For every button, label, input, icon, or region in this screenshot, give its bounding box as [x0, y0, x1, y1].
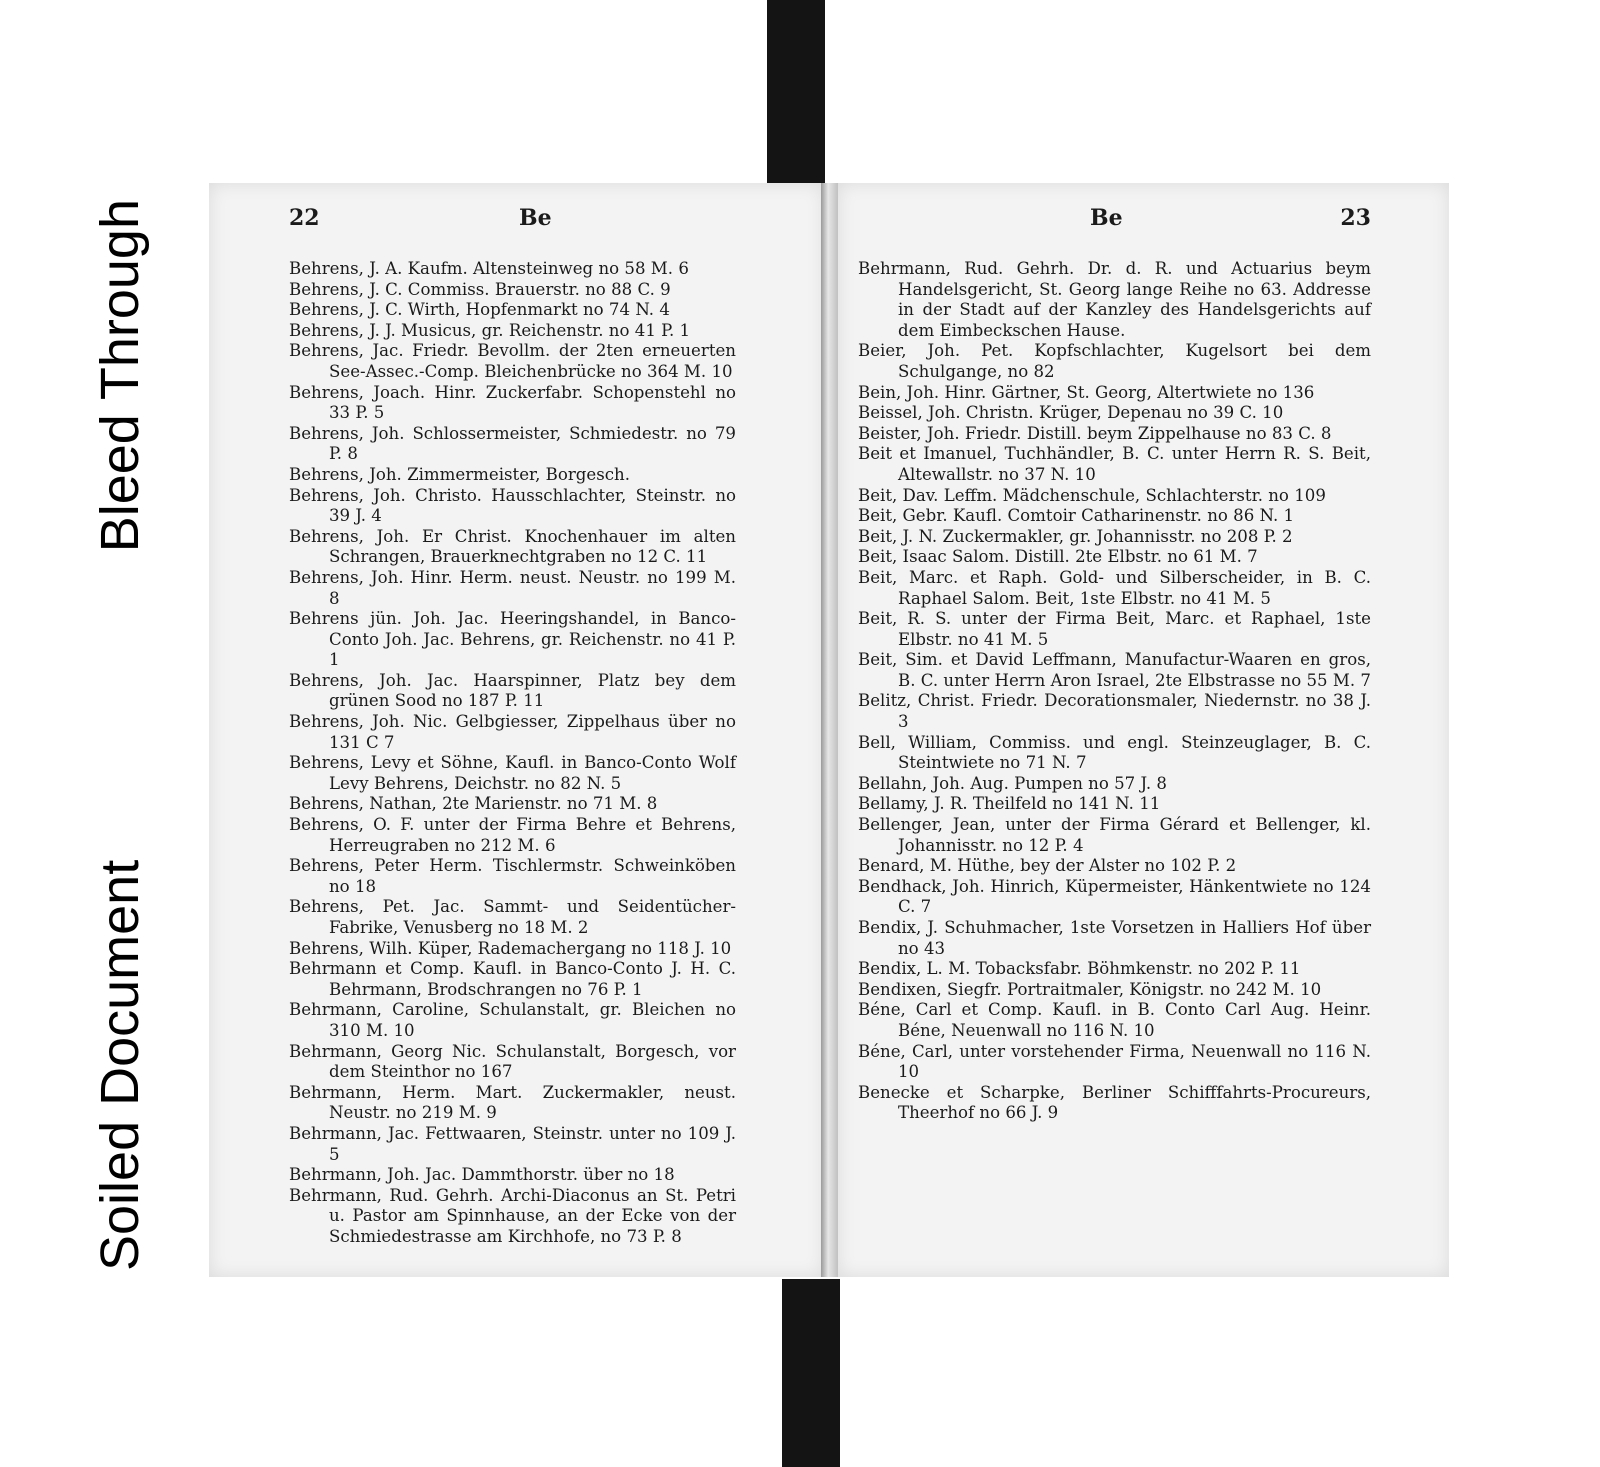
- directory-entry: Beissel, Joh. Christn. Krüger, Depenau no 39 C. 10: [858, 403, 1284, 423]
- directory-entry: Bellahn, Joh. Aug. Pumpen no 57 J. 8: [858, 773, 1167, 793]
- directory-entry: Benard, M. Hüthe, bey der Alster no 102 P. 2: [858, 856, 1237, 876]
- directory-entry: Belitz, Christ. Friedr. Decorationsmaler, Niedernstr. no 38 J. 3: [858, 691, 1371, 732]
- directory-entry: Behrens, Wilh. Küper, Rademachergang no 118 J. 10: [289, 938, 732, 958]
- directory-entry: Behrens, Joh. Nic. Gelbgiesser, Zippelhaus über no 131 C 7: [289, 712, 736, 752]
- directory-entry: Béne, Carl et Comp. Kaufl. in B. Conto Carl Aug. Heinr. Béne, Neuenwall no 116 N. 10: [858, 1000, 1371, 1040]
- directory-entry: Behrens, Joh. Zimmermeister, Borgesch.: [289, 464, 630, 484]
- directory-entry: Behrens, J. C. Commiss. Brauerstr. no 88 C. 9: [289, 279, 671, 299]
- directory-entry: Bellamy, J. R. Theilfeld no 141 N. 11: [858, 794, 1161, 814]
- left-page: [209, 183, 824, 1277]
- directory-entry: Behrmann, Georg Nic. Schulanstalt, Borgesch, vor dem Steinthor no 167: [289, 1041, 736, 1082]
- directory-entry: Behrens, J. C. Wirth, Hopfenmarkt no 74 N. 4: [289, 300, 670, 320]
- directory-entry: Bell, William, Commiss. und engl. Steinzeuglager, B. C. Steintwiete no 71 N. 7: [858, 732, 1371, 773]
- right-page-letters: Be: [1090, 205, 1123, 231]
- directory-entry: Beit, Isaac Salom. Distill. 2te Elbstr. no 61 M. 7: [858, 547, 1258, 567]
- directory-entry: Behrens, Nathan, 2te Marienstr. no 71 M. 8: [289, 794, 658, 814]
- directory-entry: Beier, Joh. Pet. Kopfschlachter, Kugelsort bei dem Schulgange, no 82: [858, 341, 1371, 381]
- soiled-document-label: Soiled Document: [90, 859, 150, 1271]
- directory-entry: Behrens, Peter Herm. Tischlermstr. Schweinköben no 18: [289, 856, 736, 896]
- directory-entry: Behrens, Joh. Christo. Hausschlachter, Steinstr. no 39 J. 4: [289, 485, 736, 526]
- directory-entry: Bellenger, Jean, unter der Firma Gérard et Bellenger, kl. Johannisstr. no 12 P. 4: [858, 815, 1371, 855]
- directory-entry: Behrens, Joh. Jac. Haarspinner, Platz bey dem grünen Sood no 187 P. 11: [289, 670, 736, 711]
- directory-entry: Beister, Joh. Friedr. Distill. beym Zippelhause no 83 C. 8: [858, 423, 1332, 443]
- left-page-header: [289, 205, 736, 241]
- right-page-number: 23: [1340, 205, 1371, 231]
- directory-entry: Behrens, Jac. Friedr. Bevollm. der 2ten erneuerten See-Assec.-Comp. Bleichenbrücke no 364 M. 10: [289, 341, 736, 381]
- directory-entry: Behrmann, Joh. Jac. Dammthorstr. über no 18: [289, 1165, 675, 1185]
- directory-entry: Behrmann, Jac. Fettwaaren, Steinstr. unter no 109 J. 5: [289, 1123, 736, 1164]
- directory-entry: Beit, R. S. unter der Firma Beit, Marc. et Raphael, 1ste Elbstr. no 41 M. 5: [858, 609, 1371, 649]
- directory-entry: Beit, Gebr. Kaufl. Comtoir Catharinenstr. no 86 N. 1: [858, 506, 1295, 526]
- directory-entry: Behrens, Levy et Söhne, Kaufl. in Banco-Conto Wolf Levy Behrens, Deichstr. no 82 N. 5: [289, 753, 736, 793]
- directory-entry: Bendix, J. Schuhmacher, 1ste Vorsetzen in Halliers Hof über no 43: [858, 918, 1371, 958]
- directory-entry: Behrens, Joh. Schlossermeister, Schmiedestr. no 79 P. 8: [289, 423, 736, 464]
- directory-entry: Behrens, Joh. Hinr. Herm. neust. Neustr. no 199 M. 8: [289, 567, 736, 608]
- directory-entry: Béne, Carl, unter vorstehender Firma, Neuenwall no 116 N. 10: [858, 1041, 1371, 1082]
- directory-entry: Bendix, L. M. Tobacksfabr. Böhmkenstr. no 202 P. 11: [858, 959, 1301, 979]
- directory-entry: Behrmann, Rud. Gehrh. Archi-Diaconus an St. Petri u. Pastor am Spinnhause, an der Ecke von der Schmiedestrasse am Kirchhofe, no 73 P. 8: [289, 1185, 736, 1246]
- directory-entry: Bendhack, Joh. Hinrich, Küpermeister, Hänkentwiete no 124 C. 7: [858, 876, 1371, 917]
- directory-entry: Beit et Imanuel, Tuchhändler, B. C. unter Herrn R. S. Beit, Altewallstr. no 37 N. 10: [858, 444, 1371, 484]
- directory-entry: Bendixen, Siegfr. Portraitmaler, Königstr. no 242 M. 10: [858, 979, 1322, 999]
- directory-entry: Behrens, Pet. Jac. Sammt- und Seidentücher-Fabrike, Venusberg no 18 M. 2: [289, 897, 736, 937]
- directory-entry: Beit, Dav. Leffm. Mädchenschule, Schlachterstr. no 109: [858, 485, 1326, 505]
- directory-entry: Behrmann et Comp. Kaufl. in Banco-Conto J. H. C. Behrmann, Brodschrangen no 76 P. 1: [289, 959, 736, 999]
- left-page-number: 22: [289, 205, 320, 231]
- ribbon-top: [767, 0, 825, 195]
- directory-entry: Behrmann, Herm. Mart. Zuckermakler, neust. Neustr. no 219 M. 9: [289, 1082, 736, 1123]
- right-entries: [858, 259, 1371, 1124]
- directory-entry: Beit, Sim. et David Leffmann, Manufactur-Waaren en gros, B. C. unter Herrn Aron Israel, 2te Elbstrasse no 55 M. 7: [858, 650, 1371, 690]
- side-label: [70, 195, 170, 1275]
- right-page: [838, 183, 1449, 1277]
- directory-entry: Behrens, J. J. Musicus, gr. Reichenstr. no 41 P. 1: [289, 320, 691, 340]
- directory-entry: Beit, Marc. et Raph. Gold- und Silberscheider, in B. C. Raphael Salom. Beit, 1ste Elbstr. no 41 M. 5: [858, 567, 1371, 608]
- directory-entry: Beit, J. N. Zuckermakler, gr. Johannisstr. no 208 P. 2: [858, 526, 1293, 546]
- directory-entry: Behrens, Joach. Hinr. Zuckerfabr. Schopenstehl no 33 P. 5: [289, 382, 736, 423]
- directory-entry: Behrmann, Rud. Gehrh. Dr. d. R. und Actuarius beym Handelsgericht, St. Georg lange Reihe no 63. Addresse in der Stadt auf der Kanzley des Handelsgerichts auf dem Eimbeckschen Hause.: [858, 259, 1371, 340]
- directory-entry: Behrens, Joh. Er Christ. Knochenhauer im alten Schrangen, Brauerknechtgraben no 12 C. 11: [289, 526, 736, 567]
- ribbon-bottom: [782, 1279, 840, 1467]
- book-spine: [821, 183, 839, 1277]
- directory-entry: Behrmann, Caroline, Schulanstalt, gr. Bleichen no 310 M. 10: [289, 1000, 736, 1040]
- directory-entry: Behrens jün. Joh. Jac. Heeringshandel, in Banco-Conto Joh. Jac. Behrens, gr. Reichenstr. no 41 P. 1: [289, 609, 736, 670]
- right-page-header: [858, 205, 1371, 241]
- directory-entry: Behrens, J. A. Kaufm. Altensteinweg no 58 M. 6: [289, 259, 689, 278]
- directory-entry: Bein, Joh. Hinr. Gärtner, St. Georg, Altertwiete no 136: [858, 382, 1315, 402]
- left-entries: [289, 259, 736, 1248]
- directory-entry: Behrens, O. F. unter der Firma Behre et Behrens, Herreugraben no 212 M. 6: [289, 815, 736, 855]
- left-page-letters: Be: [519, 205, 552, 231]
- directory-entry: Benecke et Scharpke, Berliner Schifffahrts-Procureurs, Theerhof no 66 J. 9: [858, 1082, 1371, 1123]
- bleed-through-label: Bleed Through: [90, 199, 150, 553]
